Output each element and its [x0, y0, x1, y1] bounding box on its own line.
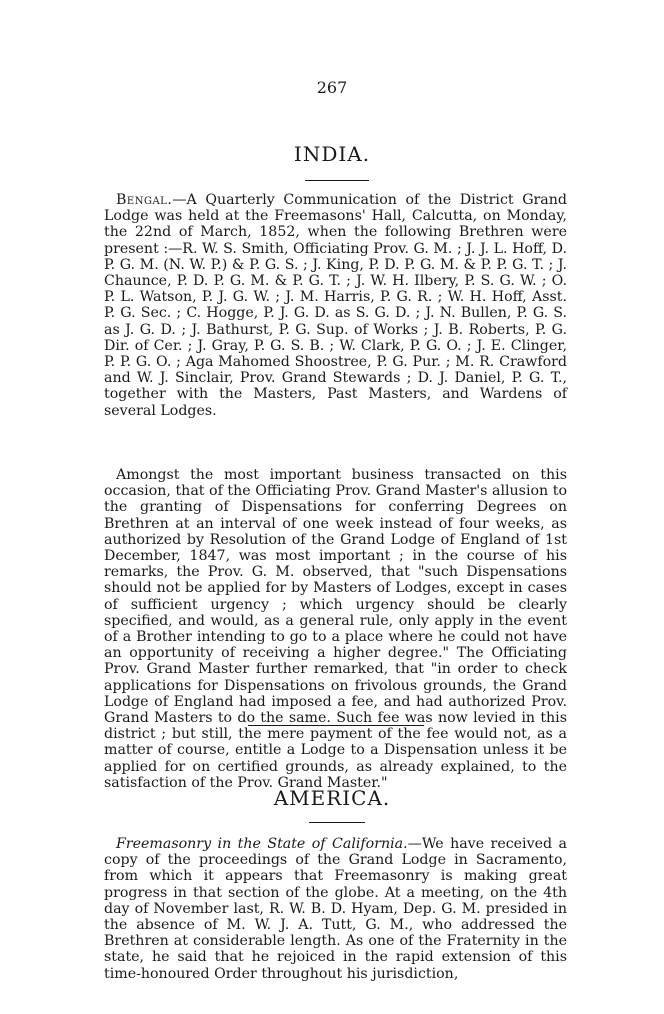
india-paragraph-1-text: —A Quarterly Communication of the District Grand Lodge was held at the Freemasons' Hall, Calcutta, on Monday, the 22nd of March, 1852, when the following Brethren were present :—R. W. S. Smith, Officiating Prov. G. M. ; J. J. L. Hoff, D. P. G. M. (N. W. P.) & P. G. S. ; J. King, P. D. P. G. M. & P. P. G. T. ; J. Chaunce, P. D. P. G. M. & P. G. T. ; J. W. H. Ilbery, P. S. G. W. ; O. P. L. Watson, P. J. G. W. ; J. M. Harris, P. G. R. ; W. H. Hoff, Asst. P. G. Sec. ; C. Hogge, P. J. G. D. as S. G. D. ; J. N. Bullen, P. G. S. as J. G. D. ; J. Bathurst, P. G. Sup. of Works ; J. B. Roberts, P. G. Dir. of Cer. ; J. Gray, P. G. S. B. ; W. Clark, P. G. O. ; J. E. Clinger, P. P. G. O. ; Aga Mahomed Shoostree, P. G. Pur. ; M. R. Crawford and W. J. Sinclair, Prov. Grand Stewards ; D. J. Daniel, P. G. T., together with the Masters, Past Masters, and Wardens of several Lodges. [104, 192, 567, 419]
section-divider-america [309, 822, 365, 823]
section-separator-rule [248, 725, 424, 726]
india-paragraph-2-text: Amongst the most important business transacted on this occasion, that of the Officiating Prov. Grand Master's allusion to the granting of Dispensations for conferring Degrees on Brethren at an interval of one week instead of four weeks, as authorized by Resolution of the Grand Lodge of England of 1st December, 1847, was most important ; in the course of his remarks, the Prov. G. M. observed, that "such Dispensations should not be applied for by Masters of Lodges, except in cases of sufficient urgency ; which urgency should be clearly specified, and would, as a general rule, only apply in the event of a Brother intending to go to a place where he could not have an opportunity of receiving a higher degree." The Officiating Prov. Grand Master further remarked, that "in order to check applications for Dispensations on frivolous grounds, the Grand Lodge of England had imposed a fee, and had authorized Prov. Grand Masters to do the same. Such fee was now levied in this district ; but still, the mere payment of the fee would not, as a matter of course, entitle a Lodge to a Dispensation unless it be applied for on certified grounds, as already explained, to the satisfaction of the Prov. Grand Master." [104, 467, 567, 791]
bengal-lead: Bengal. [116, 192, 173, 208]
california-lead: Freemasonry in the State of California. [116, 836, 408, 852]
section-heading-india: INDIA. [293, 142, 371, 166]
america-paragraph-1-text: —We have received a copy of the proceedings of the Grand Lodge in Sacramento, from which it appears that Freemasonry is making great progress in that section of the globe. At a meeting, on the 4th day of November last, R. W. B. D. Hyam, Dep. G. M. presided in the absence of M. W. J. A. Tutt, G. M., who addressed the Brethren at considerable length. As one of the Fraternity in the state, he said that he rejoiced in the rapid extension of this time-honoured Order throughout his jurisdiction, [104, 836, 567, 982]
india-paragraph-1 [104, 192, 567, 419]
india-paragraph-2 [104, 467, 567, 791]
section-divider-india [305, 180, 369, 181]
page-number: 267 [316, 78, 348, 97]
section-heading-america: AMERICA. [273, 786, 391, 810]
america-paragraph-1 [104, 836, 567, 982]
